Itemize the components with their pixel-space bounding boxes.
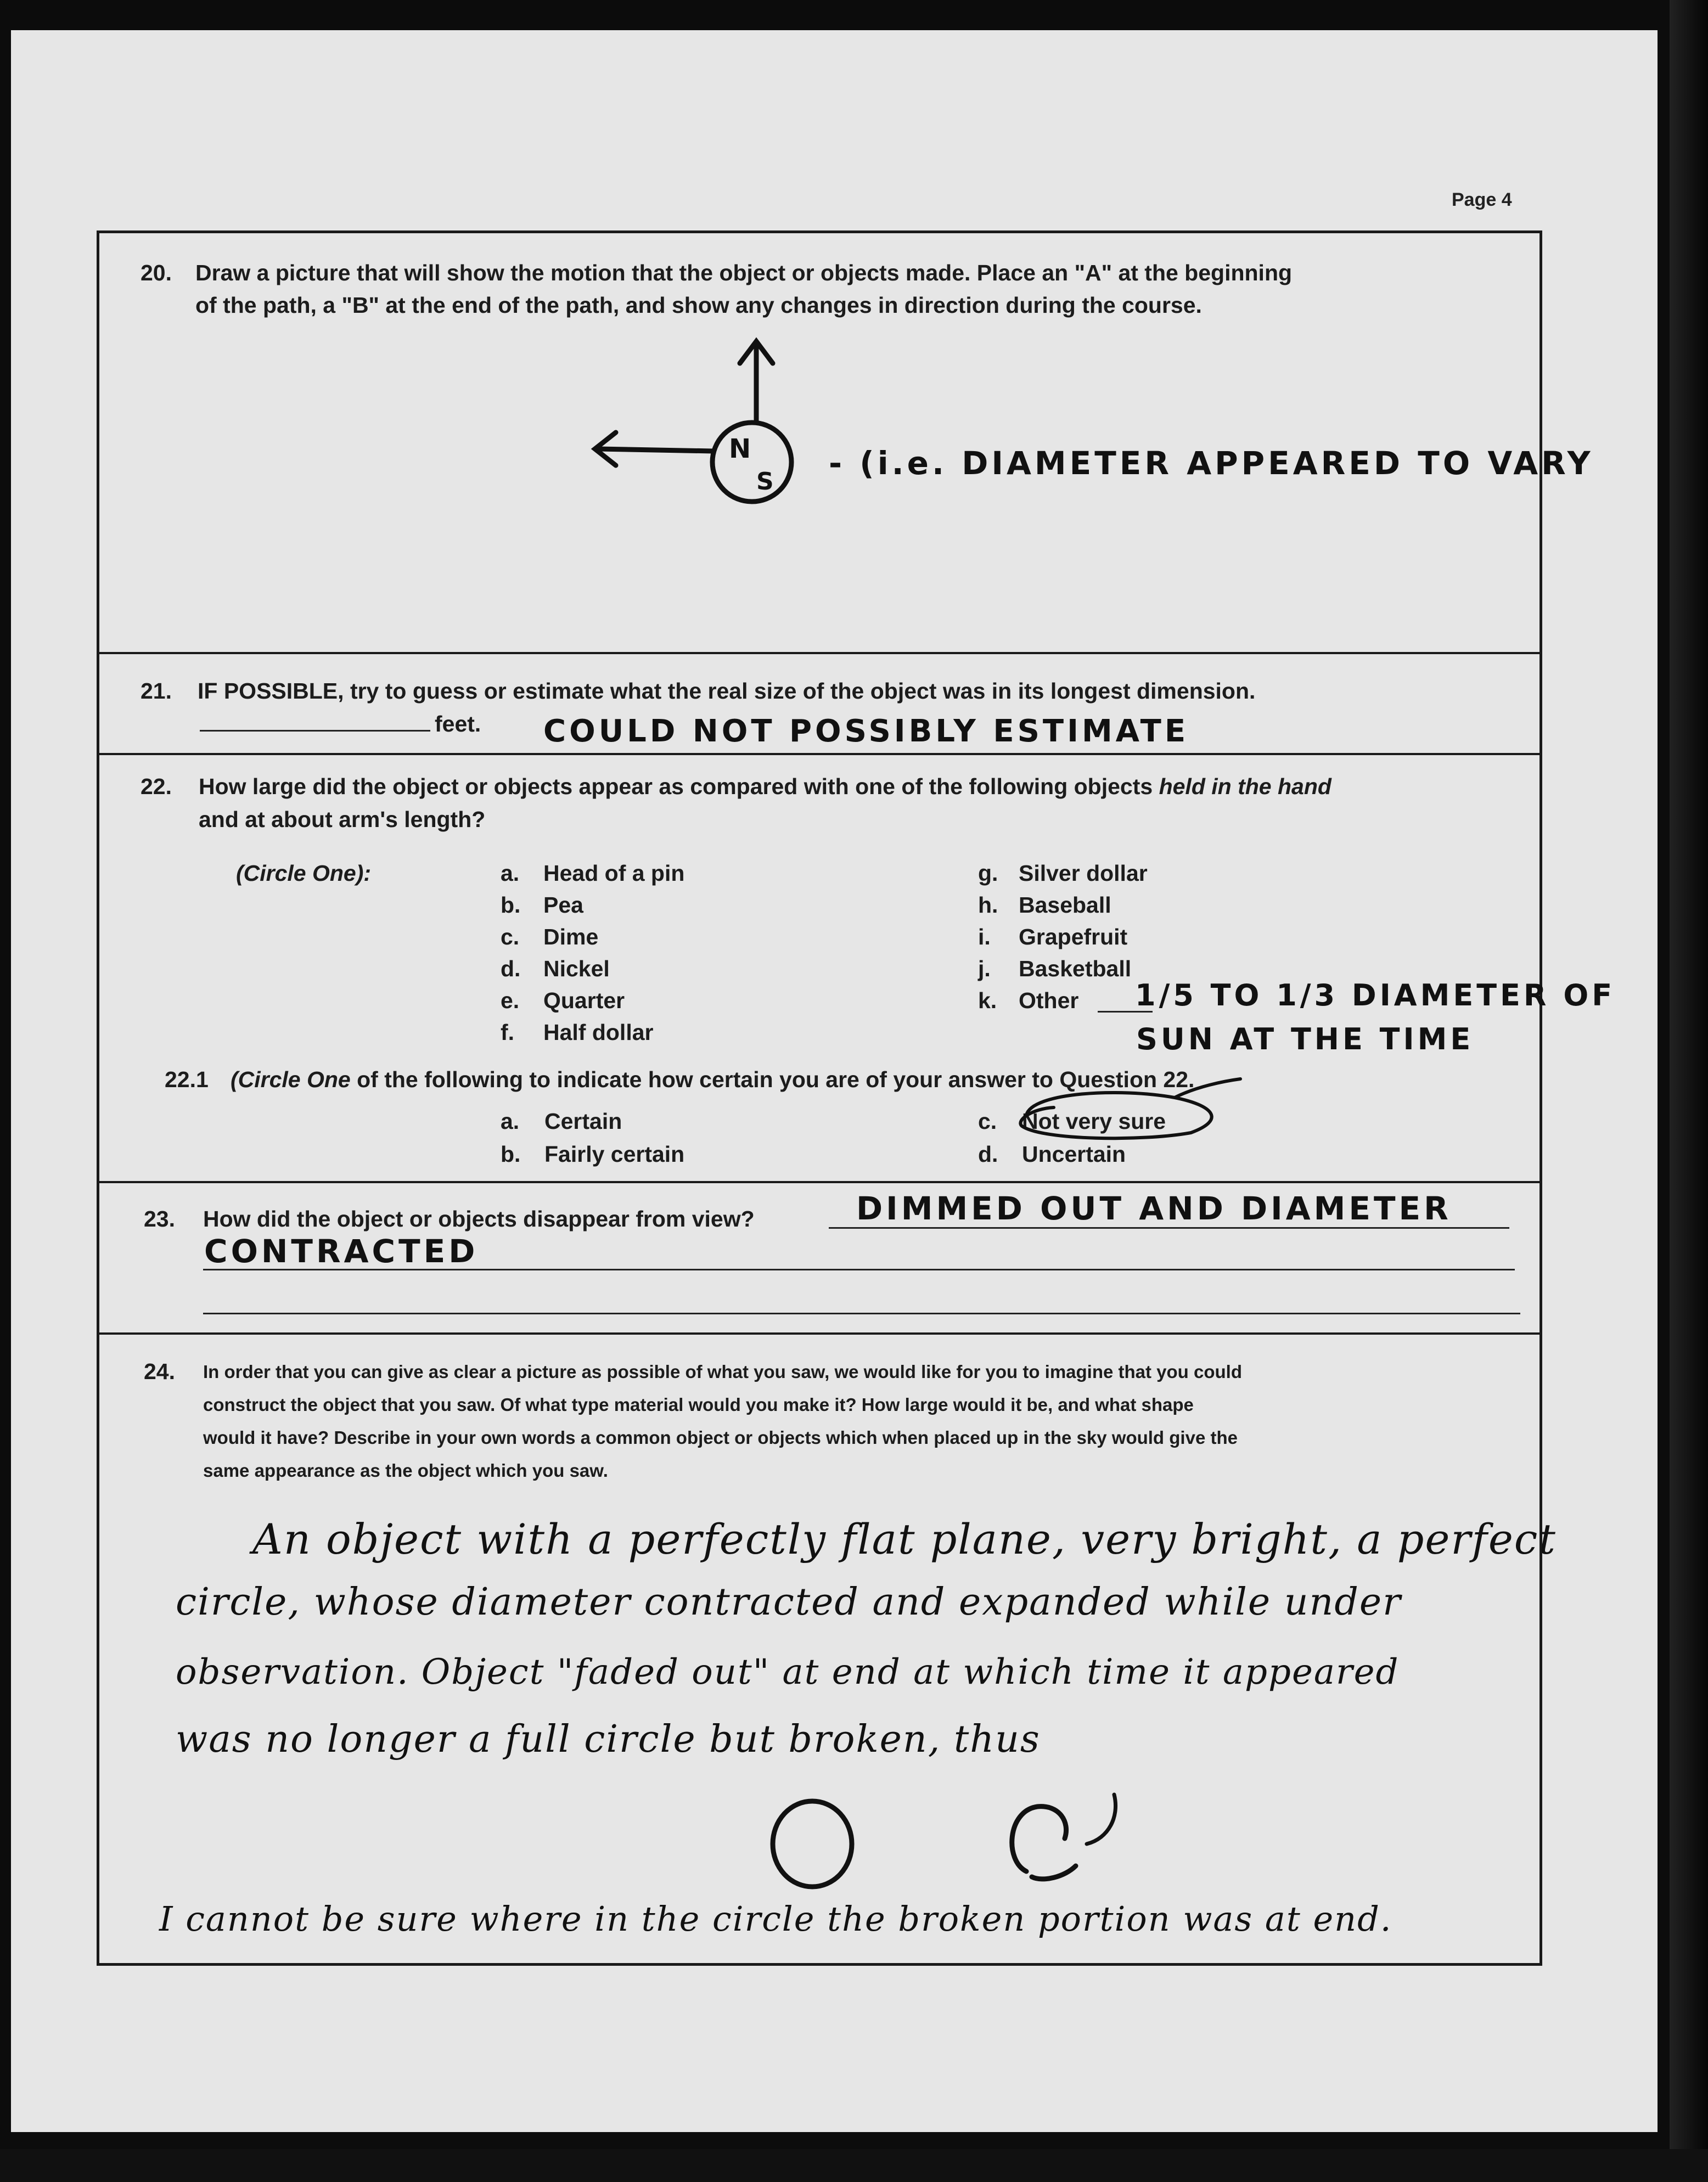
q23-answer-line1: DIMMED OUT AND DIAMETER — [856, 1190, 1452, 1227]
q20-motion-sketch — [582, 329, 856, 516]
q24-number: 24. — [144, 1359, 175, 1384]
q22-1-option-c: Not very sure — [1022, 1109, 1166, 1134]
q24-line2: construct the object that you saw. Of what type material would you make it? How large would it be, and what shape — [203, 1394, 1194, 1415]
q22-1-emphasis: (Circle One — [231, 1067, 351, 1092]
q22-circle-label: (Circle One): — [236, 861, 372, 886]
sketch-letter-s: S — [756, 468, 774, 496]
q22-option-i: Grapefruit — [1019, 924, 1128, 949]
q22-line1 — [199, 771, 1331, 802]
q22-option-d: Nickel — [543, 956, 610, 981]
q20-number: 20. — [141, 260, 172, 285]
q23-number: 23. — [144, 1206, 175, 1231]
q22-other-answer-line2: SUN AT THE TIME — [1136, 1022, 1474, 1056]
q22-1-number: 22.1 — [165, 1067, 209, 1092]
q22-option-j-letter: j. — [978, 956, 991, 981]
q23-blank-1 — [829, 1227, 1509, 1229]
divider-21-22 — [97, 753, 1542, 755]
q22-option-d-letter: d. — [501, 956, 521, 981]
q22-option-i-letter: i. — [978, 924, 991, 949]
q24-answer-line1: An object with a perfectly flat plane, very bright, a perfect — [252, 1515, 1557, 1564]
q22-1-option-d-letter: d. — [978, 1141, 998, 1167]
q22-1-option-a: Certain — [544, 1109, 622, 1134]
q22-option-k-letter: k. — [978, 988, 997, 1013]
q21-prefix: IF POSSIBLE, — [198, 678, 344, 704]
q22-line1-emphasis: held in the hand — [1159, 774, 1331, 799]
q21-size-blank — [200, 730, 430, 732]
q22-option-e-letter: e. — [501, 988, 520, 1013]
q24-circle-sketches — [757, 1795, 1142, 1904]
q24-line1: In order that you can give as clear a picture as possible of what you saw, we would like for you to imagine that you could — [203, 1362, 1243, 1382]
q22-option-f: Half dollar — [543, 1020, 654, 1045]
q24-answer-line3: observation. Object "faded out" at end at which time it appeared — [176, 1652, 1400, 1692]
q22-1-option-a-letter: a. — [501, 1109, 520, 1134]
q22-option-a-letter: a. — [501, 861, 520, 886]
q22-1-body: of the following to indicate how certain you are of your answer to Question 22. — [350, 1067, 1195, 1092]
q24-line3: would it have? Describe in your own words a common object or objects which when placed up in the sky would give the — [203, 1427, 1238, 1448]
q24-closing: I cannot be sure where in the circle the broken portion was at end. — [159, 1899, 1392, 1939]
broken-circle-sketch — [1012, 1807, 1076, 1879]
q22-1-option-b-letter: b. — [501, 1141, 521, 1167]
pointer-squiggle — [1087, 1795, 1116, 1844]
full-circle-sketch — [773, 1801, 852, 1887]
q22-other-answer-line1: 1/5 TO 1/3 DIAMETER OF — [1135, 978, 1616, 1013]
q22-option-h-letter: h. — [978, 892, 998, 918]
q22-option-c: Dime — [543, 924, 599, 949]
q22-option-a: Head of a pin — [543, 861, 685, 886]
q22-option-f-letter: f. — [501, 1020, 515, 1045]
q23-text: How did the object or objects disappear from view? — [203, 1206, 755, 1231]
q22-option-b: Pea — [543, 892, 583, 918]
q22-line1-text: How large did the object or objects appear as compared with one of the following objects — [199, 774, 1159, 799]
q22-1-option-b: Fairly certain — [544, 1141, 685, 1167]
q21-unit: feet. — [435, 711, 481, 736]
divider-22-23 — [97, 1181, 1542, 1183]
q22-option-j: Basketball — [1019, 956, 1132, 981]
q24-answer-line2: circle, whose diameter contracted and expanded while under — [176, 1581, 1402, 1624]
q23-answer-line2: CONTRACTED — [204, 1233, 479, 1270]
q20-line2: of the path, a "B" at the end of the path, and show any changes in direction during the course. — [195, 293, 1202, 318]
q23-blank-3 — [203, 1313, 1520, 1314]
q22-1-selection-circle — [1010, 1076, 1251, 1147]
q22-line2: and at about arm's length? — [199, 807, 486, 832]
q22-option-g-letter: g. — [978, 861, 998, 886]
q22-number: 22. — [141, 774, 172, 799]
divider-23-24 — [97, 1332, 1542, 1335]
q24-line4: same appearance as the object which you saw. — [203, 1460, 608, 1481]
q22-option-k: Other — [1019, 988, 1079, 1013]
sketch-object-circle — [712, 423, 791, 502]
q22-1-option-c-letter: c. — [978, 1109, 997, 1134]
q22-option-h: Baseball — [1019, 892, 1111, 918]
page-number: Page 4 — [1452, 189, 1512, 210]
q21-number: 21. — [141, 678, 172, 704]
scan-border-right — [1670, 0, 1708, 2182]
scan-border-bottom — [0, 2149, 1708, 2182]
q21-answer: COULD NOT POSSIBLY ESTIMATE — [543, 713, 1189, 749]
q22-option-g: Silver dollar — [1019, 861, 1148, 886]
arrow-left-shaft — [598, 449, 713, 451]
q22-1-option-d: Uncertain — [1022, 1141, 1126, 1167]
q22-option-e: Quarter — [543, 988, 625, 1013]
sketch-letter-n: N — [729, 434, 751, 464]
q22-option-c-letter: c. — [501, 924, 520, 949]
q22-option-b-letter: b. — [501, 892, 521, 918]
q20-line1: Draw a picture that will show the motion that the object or objects made. Place an "A" at the beginning — [195, 260, 1293, 285]
q21-text — [198, 675, 1255, 707]
q24-answer-line4: was no longer a full circle but broken, thus — [176, 1718, 1041, 1761]
divider-20-21 — [97, 652, 1542, 654]
q21-body: try to guess or estimate what the real size of the object was in its longest dimension. — [344, 678, 1256, 704]
q20-note: - (i.e. DIAMETER APPEARED TO VARY — [829, 445, 1594, 482]
